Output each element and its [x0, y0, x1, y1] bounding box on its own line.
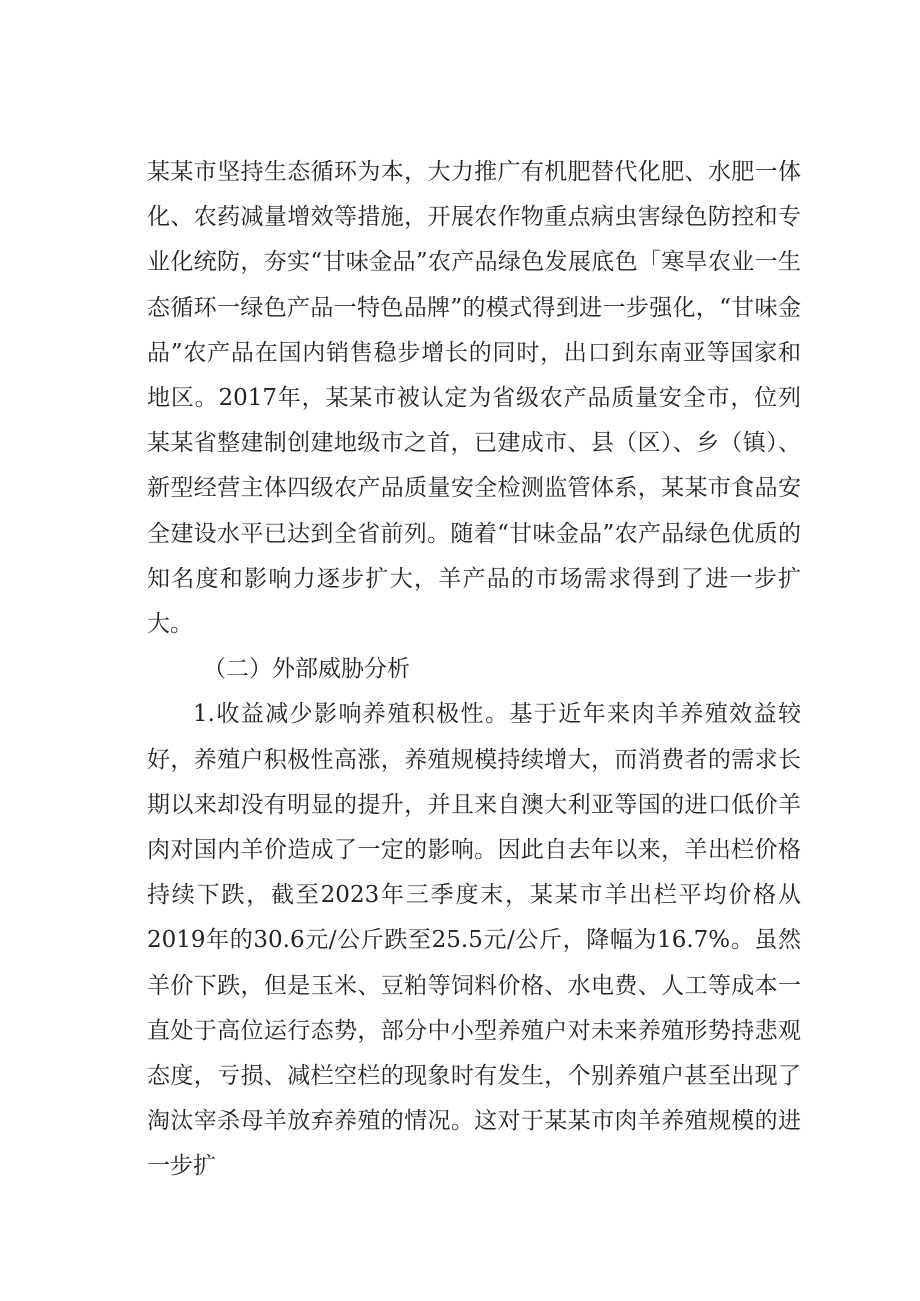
body-paragraph-income-decline: 1.收益减少影响养殖积极性。基于近年来肉羊养殖效益较好，养殖户积极性高涨，养殖规模持续增大，而消费者的需求长期以来却没有明显的提升，并且来自澳大利亚等国的进口低价羊肉对国内羊价造成了一定的影响。因此自去年以来，羊出栏价格持续下跌，截至2023年三季度末，某某市羊出栏平均价格从2019年的30.6元/公斤跌至25.5元/公斤，降幅为16.7%。虽然羊价下跌，但是玉米、豆粕等饲料价格、水电费、人工等成本一直处于高位运行态势，部分中小型养殖户对未来养殖形势持悲观态度，亏损、减栏空栏的现象时有发生，个别养殖户甚至出现了淘汰宰杀母羊放弃养殖的情况。这对于某某市肉羊养殖规模的进一步扩 — [147, 701, 801, 1180]
document-body — [147, 150, 801, 1190]
body-paragraph-green-brand: 某某市坚持生态循环为本，大力推广有机肥替代化肥、水肥一体化、农药减量增效等措施，开展农作物重点病虫害绿色防控和专业化统防，夯实“甘味金品”农产品绿色发展底色「寒旱农业一生态循环一绿色产品一特色品牌”的模式得到进一步强化，“甘味金品”农产品在国内销售稳步增长的同时，出口到东南亚等国家和地区。2017年，某某市被认定为省级农产品质量安全市，位列某某省整建制创建地级市之首，已建成市、县（区）、乡（镇）、新型经营主体四级农产品质量安全检测监管体系，某某市食品安全建设水平已达到全省前列。随着“甘味金品”农产品绿色优质的知名度和影响力逐步扩大，羊产品的市场需求得到了进一步扩大。 — [147, 159, 801, 638]
section-heading-external-threats: （二）外部威胁分析 — [203, 656, 410, 683]
